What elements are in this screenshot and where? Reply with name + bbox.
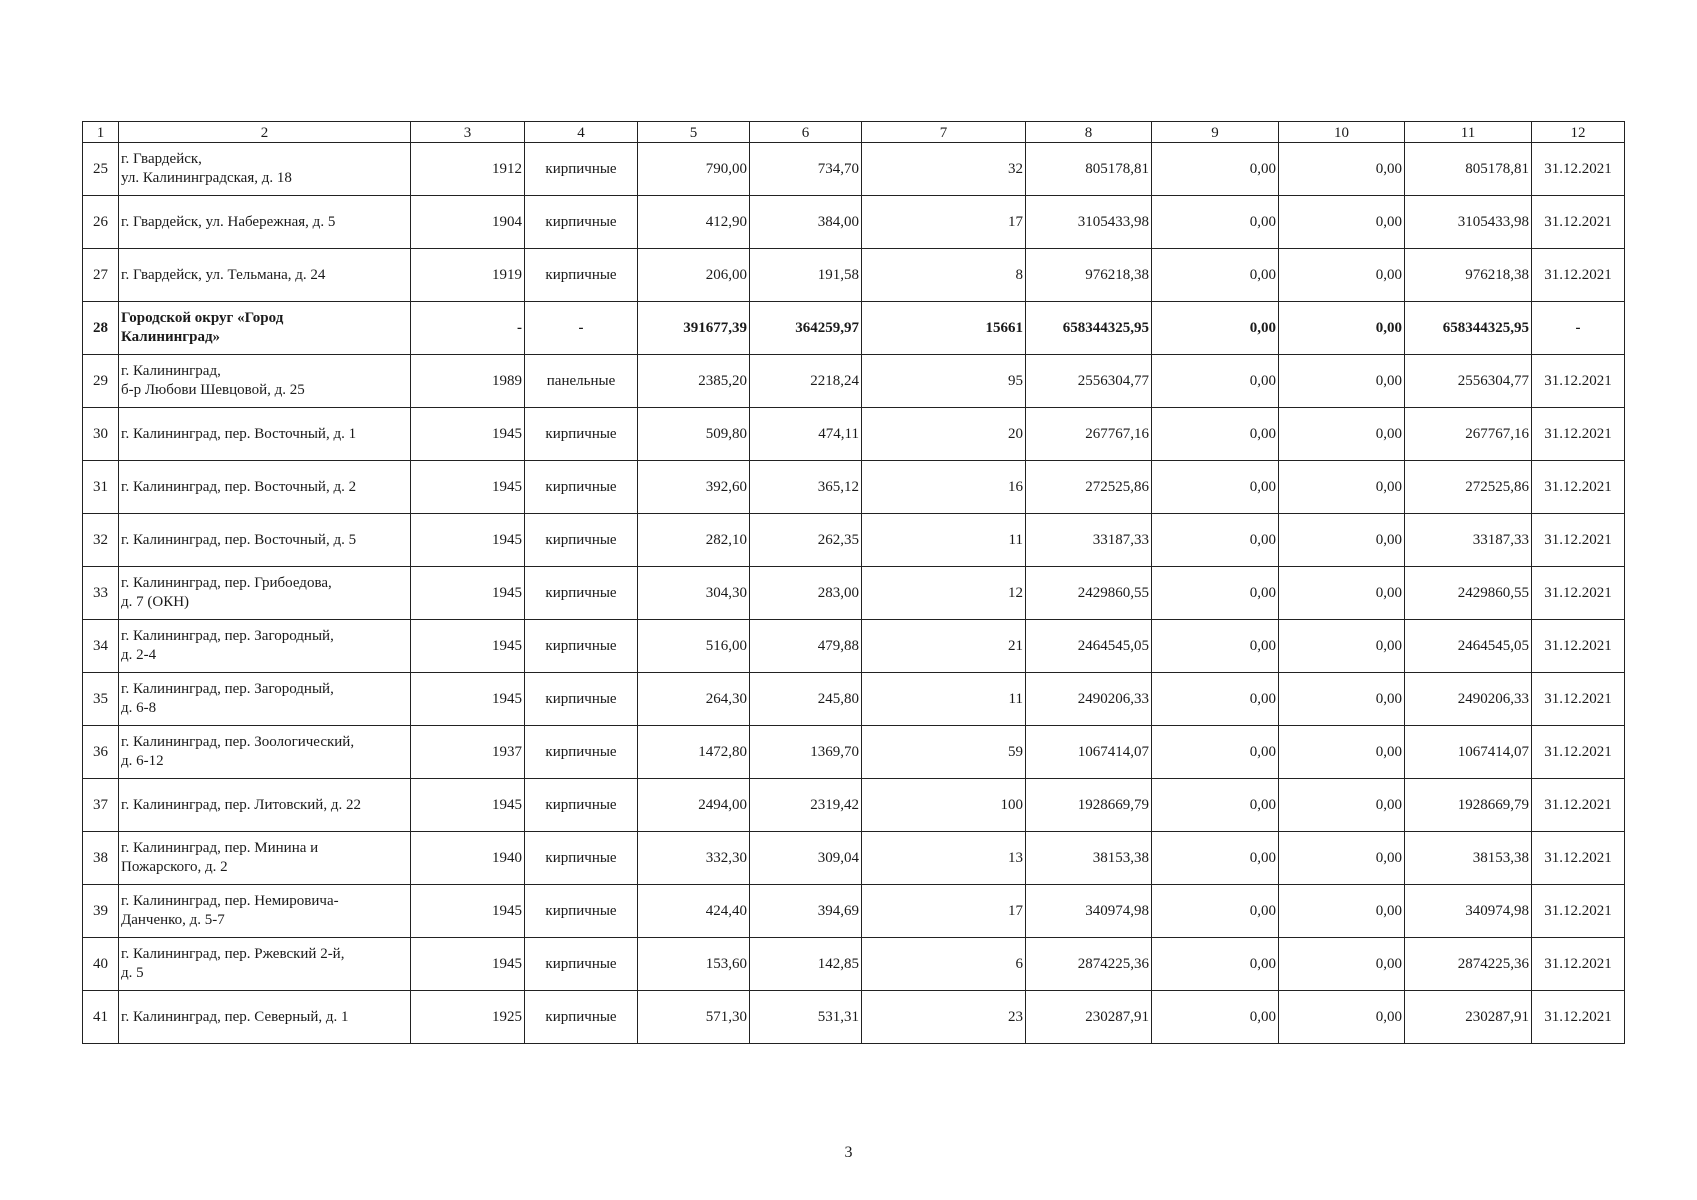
total-area-cell: 391677,39	[638, 302, 750, 355]
table-row	[83, 514, 1625, 567]
address-cell	[119, 832, 411, 885]
wall-material-cell: кирпичные	[525, 514, 638, 567]
table-row	[83, 726, 1625, 779]
wall-material-cell: кирпичные	[525, 249, 638, 302]
address-cell	[119, 567, 411, 620]
amount-cell: 0,00	[1152, 885, 1279, 938]
column-header: 8	[1026, 122, 1152, 143]
amount-cell: 2874225,36	[1026, 938, 1152, 991]
address-line: г. Калининград, пер. Восточный, д. 5	[121, 531, 357, 548]
amount-cell: 805178,81	[1026, 143, 1152, 196]
residents-cell: 95	[862, 355, 1026, 408]
address-cell	[119, 302, 411, 355]
wall-material-cell: кирпичные	[525, 461, 638, 514]
table-body	[83, 122, 1625, 1044]
wall-material-cell: кирпичные	[525, 620, 638, 673]
residents-cell: 32	[862, 143, 1026, 196]
address-line: д. 6-12	[121, 753, 164, 769]
living-area-cell: 394,69	[750, 885, 862, 938]
amount-cell: 267767,16	[1405, 408, 1532, 461]
amount-cell: 0,00	[1279, 514, 1405, 567]
address-line: д. 2-4	[121, 647, 157, 663]
year-cell: 1945	[411, 620, 525, 673]
living-area-cell: 309,04	[750, 832, 862, 885]
column-header: 12	[1532, 122, 1625, 143]
date-cell: 31.12.2021	[1532, 355, 1625, 408]
column-header: 2	[119, 122, 411, 143]
amount-cell: 2556304,77	[1405, 355, 1532, 408]
amount-cell: 38153,38	[1026, 832, 1152, 885]
year-cell: 1945	[411, 938, 525, 991]
residents-cell: 59	[862, 726, 1026, 779]
total-area-cell: 332,30	[638, 832, 750, 885]
address-line: б-р Любови Шевцовой, д. 25	[121, 382, 305, 398]
wall-material-cell: кирпичные	[525, 991, 638, 1044]
year-cell: 1919	[411, 249, 525, 302]
wall-material-cell: кирпичные	[525, 567, 638, 620]
address-cell	[119, 408, 411, 461]
residents-cell: 17	[862, 196, 1026, 249]
address-line: г. Калининград, пер. Загородный,	[121, 628, 334, 644]
wall-material-cell: кирпичные	[525, 726, 638, 779]
total-area-cell: 424,40	[638, 885, 750, 938]
total-area-cell: 516,00	[638, 620, 750, 673]
address-line: г. Калининград, пер. Зоологический,	[121, 734, 355, 750]
date-cell: -	[1532, 302, 1625, 355]
amount-cell: 3105433,98	[1405, 196, 1532, 249]
amount-cell: 1067414,07	[1405, 726, 1532, 779]
residents-cell: 8	[862, 249, 1026, 302]
address-line: д. 5	[121, 965, 144, 981]
date-cell: 31.12.2021	[1532, 779, 1625, 832]
amount-cell: 0,00	[1279, 355, 1405, 408]
amount-cell: 0,00	[1152, 938, 1279, 991]
address-line: г. Гвардейск, ул. Набережная, д. 5	[121, 213, 336, 230]
year-cell: 1912	[411, 143, 525, 196]
address-line: д. 7 (ОКН)	[121, 594, 190, 610]
address-cell	[119, 143, 411, 196]
address-line: г. Калининград, пер. Ржевский 2-й,	[121, 946, 345, 962]
wall-material-cell: кирпичные	[525, 143, 638, 196]
date-cell: 31.12.2021	[1532, 514, 1625, 567]
wall-material-cell: кирпичные	[525, 938, 638, 991]
amount-cell: 976218,38	[1026, 249, 1152, 302]
row-number-cell: 32	[83, 514, 119, 567]
amount-cell: 0,00	[1152, 461, 1279, 514]
total-area-cell: 206,00	[638, 249, 750, 302]
amount-cell: 0,00	[1279, 779, 1405, 832]
year-cell: 1940	[411, 832, 525, 885]
address-line: Городской округ «Город	[121, 310, 284, 326]
amount-cell: 0,00	[1279, 726, 1405, 779]
row-number-cell: 34	[83, 620, 119, 673]
wall-material-cell: -	[525, 302, 638, 355]
residents-cell: 15661	[862, 302, 1026, 355]
amount-cell: 2464545,05	[1405, 620, 1532, 673]
row-number-cell: 26	[83, 196, 119, 249]
table-row	[83, 938, 1625, 991]
total-area-cell: 412,90	[638, 196, 750, 249]
wall-material-cell: кирпичные	[525, 779, 638, 832]
row-number-cell: 28	[83, 302, 119, 355]
date-cell: 31.12.2021	[1532, 408, 1625, 461]
table-row	[83, 832, 1625, 885]
total-area-cell: 392,60	[638, 461, 750, 514]
address-cell	[119, 196, 411, 249]
column-header: 11	[1405, 122, 1532, 143]
table-row	[83, 779, 1625, 832]
amount-cell: 0,00	[1152, 143, 1279, 196]
row-number-cell: 29	[83, 355, 119, 408]
living-area-cell: 474,11	[750, 408, 862, 461]
address-line: д. 6-8	[121, 700, 157, 716]
date-cell: 31.12.2021	[1532, 567, 1625, 620]
address-line: г. Калининград, пер. Немировича-	[121, 893, 339, 909]
column-header: 1	[83, 122, 119, 143]
amount-cell: 0,00	[1279, 461, 1405, 514]
address-cell	[119, 514, 411, 567]
row-number-cell: 33	[83, 567, 119, 620]
row-number-cell: 31	[83, 461, 119, 514]
amount-cell: 0,00	[1279, 249, 1405, 302]
column-header: 6	[750, 122, 862, 143]
address-line: г. Калининград, пер. Минина и	[121, 840, 319, 856]
amount-cell: 2464545,05	[1026, 620, 1152, 673]
amount-cell: 0,00	[1279, 991, 1405, 1044]
table-row	[83, 620, 1625, 673]
amount-cell: 0,00	[1152, 726, 1279, 779]
year-cell: 1904	[411, 196, 525, 249]
amount-cell: 0,00	[1152, 673, 1279, 726]
residents-cell: 11	[862, 673, 1026, 726]
amount-cell: 805178,81	[1405, 143, 1532, 196]
amount-cell: 0,00	[1279, 620, 1405, 673]
year-cell: 1945	[411, 779, 525, 832]
total-area-cell: 282,10	[638, 514, 750, 567]
wall-material-cell: кирпичные	[525, 885, 638, 938]
address-line: г. Калининград, пер. Литовский, д. 22	[121, 796, 361, 813]
amount-cell: 0,00	[1152, 832, 1279, 885]
total-area-cell: 1472,80	[638, 726, 750, 779]
living-area-cell: 283,00	[750, 567, 862, 620]
amount-cell: 0,00	[1152, 779, 1279, 832]
column-header: 4	[525, 122, 638, 143]
amount-cell: 1928669,79	[1405, 779, 1532, 832]
living-area-cell: 1369,70	[750, 726, 862, 779]
address-cell	[119, 355, 411, 408]
amount-cell: 1928669,79	[1026, 779, 1152, 832]
living-area-cell: 245,80	[750, 673, 862, 726]
amount-cell: 0,00	[1152, 991, 1279, 1044]
living-area-cell: 531,31	[750, 991, 862, 1044]
amount-cell: 3105433,98	[1026, 196, 1152, 249]
year-cell: 1945	[411, 461, 525, 514]
row-number-cell: 40	[83, 938, 119, 991]
amount-cell: 0,00	[1279, 196, 1405, 249]
year-cell: 1945	[411, 408, 525, 461]
total-area-cell: 571,30	[638, 991, 750, 1044]
amount-cell: 0,00	[1279, 885, 1405, 938]
address-cell	[119, 885, 411, 938]
table-row	[83, 885, 1625, 938]
address-line: г. Калининград,	[121, 363, 221, 379]
total-area-cell: 153,60	[638, 938, 750, 991]
column-header: 10	[1279, 122, 1405, 143]
date-cell: 31.12.2021	[1532, 673, 1625, 726]
row-number-cell: 41	[83, 991, 119, 1044]
table-row	[83, 991, 1625, 1044]
date-cell: 31.12.2021	[1532, 461, 1625, 514]
row-number-cell: 38	[83, 832, 119, 885]
year-cell: 1945	[411, 514, 525, 567]
table-row	[83, 143, 1625, 196]
living-area-cell: 384,00	[750, 196, 862, 249]
living-area-cell: 734,70	[750, 143, 862, 196]
table-row	[83, 302, 1625, 355]
address-cell	[119, 673, 411, 726]
date-cell: 31.12.2021	[1532, 991, 1625, 1044]
amount-cell: 2874225,36	[1405, 938, 1532, 991]
table-row	[83, 408, 1625, 461]
year-cell: 1937	[411, 726, 525, 779]
amount-cell: 2490206,33	[1405, 673, 1532, 726]
amount-cell: 0,00	[1279, 567, 1405, 620]
living-area-cell: 142,85	[750, 938, 862, 991]
date-cell: 31.12.2021	[1532, 832, 1625, 885]
amount-cell: 0,00	[1279, 302, 1405, 355]
year-cell: 1945	[411, 885, 525, 938]
date-cell: 31.12.2021	[1532, 249, 1625, 302]
year-cell: -	[411, 302, 525, 355]
residents-cell: 100	[862, 779, 1026, 832]
row-number-cell: 35	[83, 673, 119, 726]
address-cell	[119, 249, 411, 302]
address-cell	[119, 938, 411, 991]
date-cell: 31.12.2021	[1532, 143, 1625, 196]
table-row	[83, 249, 1625, 302]
total-area-cell: 264,30	[638, 673, 750, 726]
table-row	[83, 196, 1625, 249]
amount-cell: 38153,38	[1405, 832, 1532, 885]
living-area-cell: 262,35	[750, 514, 862, 567]
living-area-cell: 479,88	[750, 620, 862, 673]
residents-cell: 21	[862, 620, 1026, 673]
row-number-cell: 30	[83, 408, 119, 461]
residents-cell: 13	[862, 832, 1026, 885]
amount-cell: 0,00	[1152, 620, 1279, 673]
amount-cell: 33187,33	[1026, 514, 1152, 567]
amount-cell: 340974,98	[1405, 885, 1532, 938]
residents-cell: 20	[862, 408, 1026, 461]
date-cell: 31.12.2021	[1532, 938, 1625, 991]
row-number-cell: 25	[83, 143, 119, 196]
date-cell: 31.12.2021	[1532, 196, 1625, 249]
amount-cell: 0,00	[1152, 302, 1279, 355]
amount-cell: 1067414,07	[1026, 726, 1152, 779]
living-area-cell: 2218,24	[750, 355, 862, 408]
residents-cell: 23	[862, 991, 1026, 1044]
address-line: ул. Калининградская, д. 18	[121, 170, 292, 186]
wall-material-cell: панельные	[525, 355, 638, 408]
housing-table	[82, 121, 1625, 1044]
address-line: г. Гвардейск,	[121, 151, 202, 167]
column-number-row	[83, 122, 1625, 143]
address-cell	[119, 779, 411, 832]
column-header: 9	[1152, 122, 1279, 143]
amount-cell: 658344325,95	[1026, 302, 1152, 355]
table-row	[83, 567, 1625, 620]
amount-cell: 0,00	[1152, 514, 1279, 567]
residents-cell: 17	[862, 885, 1026, 938]
living-area-cell: 191,58	[750, 249, 862, 302]
amount-cell: 272525,86	[1026, 461, 1152, 514]
column-header: 5	[638, 122, 750, 143]
amount-cell: 2429860,55	[1405, 567, 1532, 620]
amount-cell: 0,00	[1279, 832, 1405, 885]
amount-cell: 0,00	[1152, 567, 1279, 620]
date-cell: 31.12.2021	[1532, 726, 1625, 779]
address-line: г. Калининград, пер. Северный, д. 1	[121, 1008, 349, 1025]
amount-cell: 267767,16	[1026, 408, 1152, 461]
amount-cell: 0,00	[1152, 355, 1279, 408]
row-number-cell: 39	[83, 885, 119, 938]
amount-cell: 2429860,55	[1026, 567, 1152, 620]
amount-cell: 230287,91	[1405, 991, 1532, 1044]
amount-cell: 0,00	[1279, 938, 1405, 991]
row-number-cell: 36	[83, 726, 119, 779]
amount-cell: 272525,86	[1405, 461, 1532, 514]
year-cell: 1945	[411, 673, 525, 726]
wall-material-cell: кирпичные	[525, 196, 638, 249]
amount-cell: 230287,91	[1026, 991, 1152, 1044]
column-header: 3	[411, 122, 525, 143]
residents-cell: 16	[862, 461, 1026, 514]
address-cell	[119, 461, 411, 514]
amount-cell: 2556304,77	[1026, 355, 1152, 408]
year-cell: 1989	[411, 355, 525, 408]
address-cell	[119, 726, 411, 779]
address-line: г. Калининград, пер. Загородный,	[121, 681, 334, 697]
amount-cell: 976218,38	[1405, 249, 1532, 302]
total-area-cell: 2385,20	[638, 355, 750, 408]
address-line: г. Калининград, пер. Восточный, д. 1	[121, 425, 357, 442]
total-area-cell: 509,80	[638, 408, 750, 461]
table-row	[83, 673, 1625, 726]
living-area-cell: 364259,97	[750, 302, 862, 355]
address-line: Калининград»	[121, 329, 221, 345]
wall-material-cell: кирпичные	[525, 408, 638, 461]
address-line: Пожарского, д. 2	[121, 859, 228, 875]
row-number-cell: 37	[83, 779, 119, 832]
amount-cell: 0,00	[1152, 249, 1279, 302]
address-line: г. Гвардейск, ул. Тельмана, д. 24	[121, 266, 326, 283]
total-area-cell: 790,00	[638, 143, 750, 196]
living-area-cell: 2319,42	[750, 779, 862, 832]
address-line: Данченко, д. 5-7	[121, 912, 225, 928]
year-cell: 1925	[411, 991, 525, 1044]
amount-cell: 0,00	[1279, 408, 1405, 461]
total-area-cell: 2494,00	[638, 779, 750, 832]
address-cell	[119, 620, 411, 673]
amount-cell: 0,00	[1279, 143, 1405, 196]
year-cell: 1945	[411, 567, 525, 620]
residents-cell: 12	[862, 567, 1026, 620]
address-line: г. Калининград, пер. Грибоедова,	[121, 575, 332, 591]
amount-cell: 0,00	[1152, 408, 1279, 461]
wall-material-cell: кирпичные	[525, 673, 638, 726]
residents-cell: 11	[862, 514, 1026, 567]
row-number-cell: 27	[83, 249, 119, 302]
address-line: г. Калининград, пер. Восточный, д. 2	[121, 478, 357, 495]
table-row	[83, 355, 1625, 408]
amount-cell: 0,00	[1152, 196, 1279, 249]
date-cell: 31.12.2021	[1532, 620, 1625, 673]
column-header: 7	[862, 122, 1026, 143]
total-area-cell: 304,30	[638, 567, 750, 620]
amount-cell: 2490206,33	[1026, 673, 1152, 726]
wall-material-cell: кирпичные	[525, 832, 638, 885]
table-row	[83, 461, 1625, 514]
amount-cell: 340974,98	[1026, 885, 1152, 938]
amount-cell: 658344325,95	[1405, 302, 1532, 355]
amount-cell: 33187,33	[1405, 514, 1532, 567]
living-area-cell: 365,12	[750, 461, 862, 514]
date-cell: 31.12.2021	[1532, 885, 1625, 938]
amount-cell: 0,00	[1279, 673, 1405, 726]
residents-cell: 6	[862, 938, 1026, 991]
page-number: 3	[844, 1144, 853, 1161]
address-cell	[119, 991, 411, 1044]
